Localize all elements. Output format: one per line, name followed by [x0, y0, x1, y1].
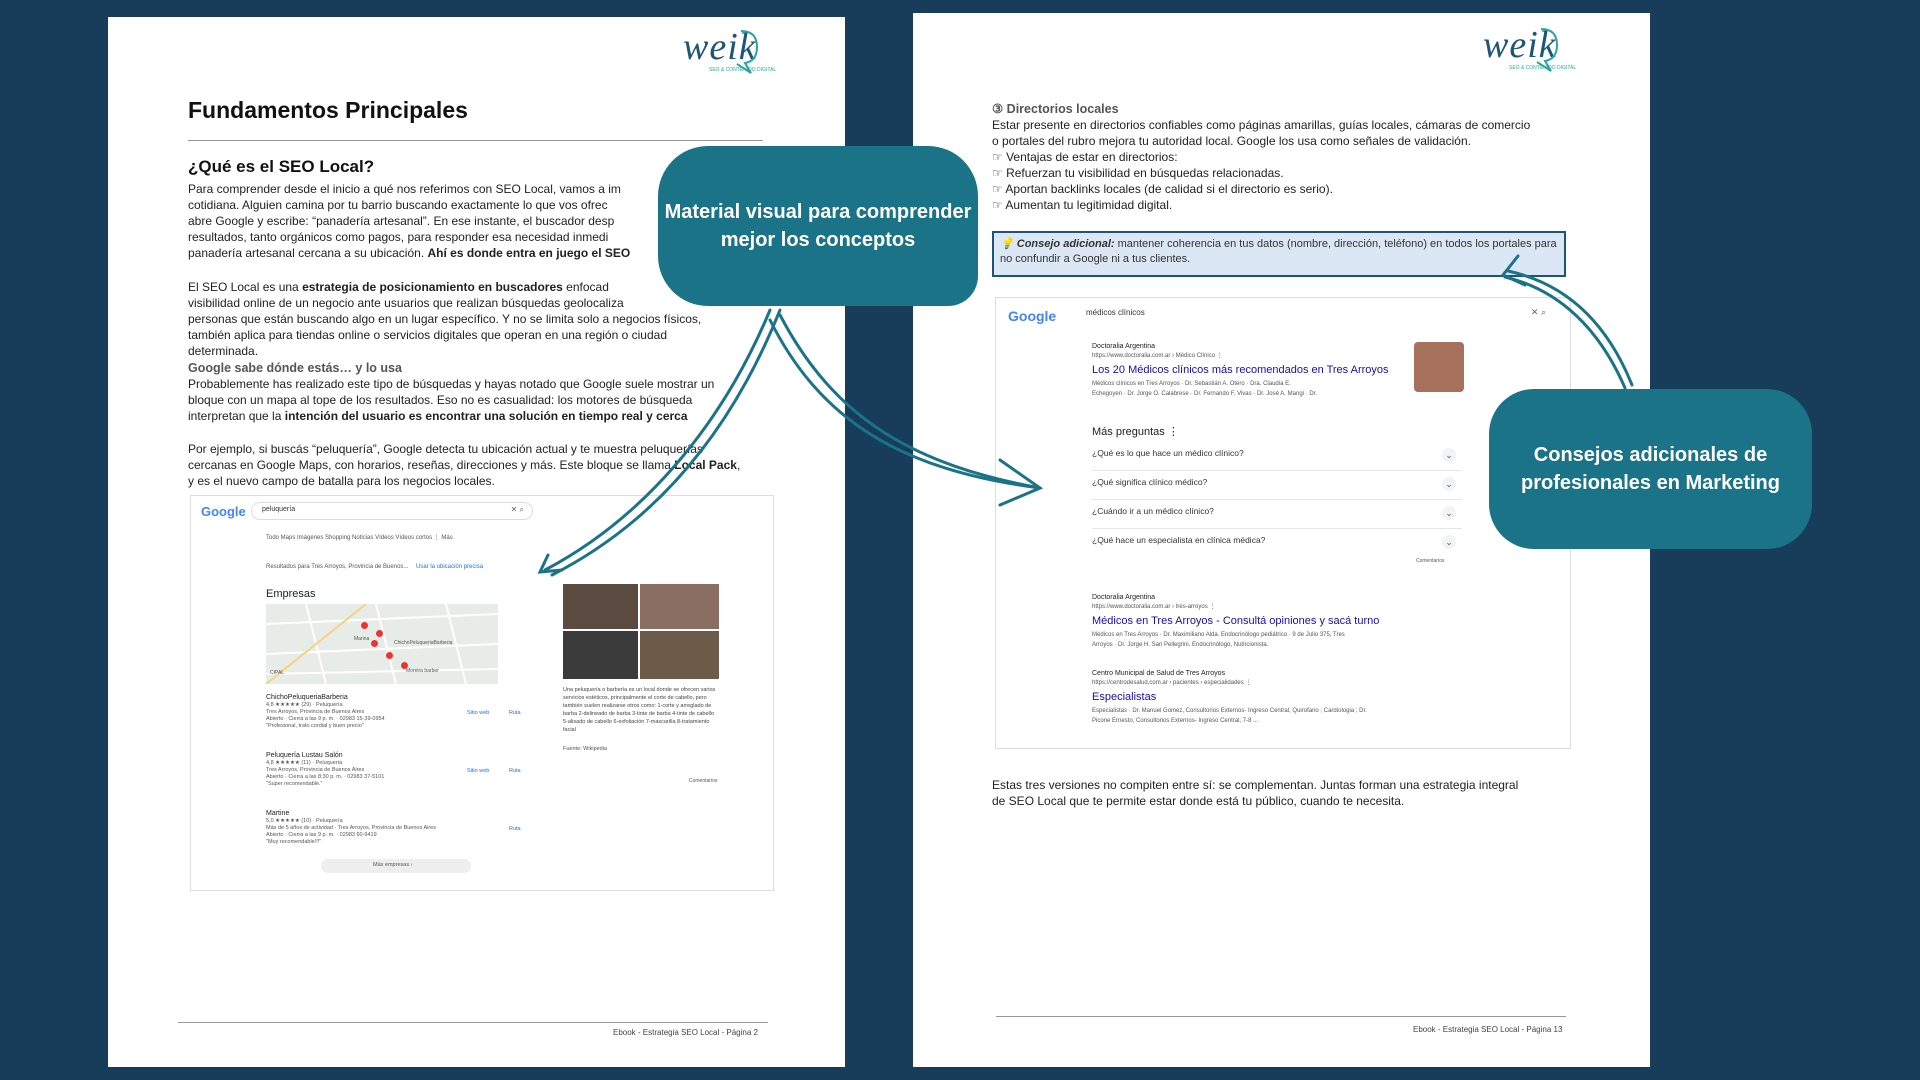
business-address: Tres Arroyos, Provincia de Buenos Aires — [266, 767, 365, 773]
business-review: "Profesional, trato cordial y buen precio" — [266, 723, 364, 729]
result-snippet: Especialistas · Dr. Manuel Gomez, Consultorios Externos- Ingreso Central, Quirofano ; Cardiologia ; Dr. — [1092, 708, 1367, 714]
route-button: Ruta — [509, 826, 521, 832]
tip-text: mantener coherencia en tus datos (nombre, dirección, teléfono) en todos los portales para no confundir a Google ni a tus clientes. — [1000, 238, 1557, 265]
logo-subtitle: SEO & CONTENIDO DIGITAL — [709, 67, 777, 73]
subheading: Google sabe dónde estás… y lo usa — [188, 361, 402, 375]
result-snippet: Arroyos · Dr. Jorge H. San Pellegrini. Endocrinólogo, Nutricionista. — [1092, 642, 1269, 648]
search-query: peluquería — [262, 506, 296, 513]
question-item[interactable]: ¿Qué es lo que hace un médico clínico? — [1092, 448, 1244, 458]
website-button: Sitio web — [467, 710, 490, 716]
definition-paragraph: El SEO Local es una estrategia de posicionamiento en buscadores enfocad visibilidad online de un negocio ante usuarios que realizan búsquedas geolocaliza personas que están buscando algo en un lugar específico. Y no se limita solo a negocios físicos, también aplica para tiendas online o servicios digitales que operan en una región o ciudad determinada. — [188, 280, 702, 358]
comments-link: Comentarios — [1416, 558, 1445, 564]
route-button: Ruta — [509, 710, 521, 716]
more-businesses-label: Más empresas › — [373, 862, 413, 868]
result-snippet: Echegoyen · Dr. Jorge O. Calabrese · Dr. Fernando F. Vivas · Dr. José A. Mangi · Dr. — [1092, 391, 1317, 397]
search-icon: ✕ ⌕ — [1530, 307, 1546, 317]
callout-visual-material: Material visual para comprender mejor los conceptos — [658, 146, 978, 306]
result-url: https://centrodesalud.com.ar › pacientes › especialidades ⋮ — [1092, 680, 1252, 686]
intro-paragraph: Para comprender desde el inicio a qué nos referimos con SEO Local, vamos a im cotidiana. Alguien camina por tu barrio buscando exactamente lo que vos ofrec abre Google y escribe: “panadería artesanal”. En ese instante, el buscador desp resultados, tanto orgánicos como pagos, para responder esa necesidad inmedi panadería artesanal cercana a su ubicación. Ahí es donde entra en juego el SEO — [188, 182, 631, 260]
business-hours: Abierto · Cierra a las 9 p. m. · 02983 15-39-0954 — [266, 716, 385, 722]
result-site: Doctoralia Argentina — [1092, 343, 1156, 350]
people-also-ask-heading: Más preguntas ⋮ — [1092, 426, 1179, 438]
page-footer: Ebook - Estrategia SEO Local - Página 2 — [613, 1028, 758, 1037]
logo-subtitle: SEO & CONTENIDO DIGITAL — [1509, 65, 1577, 71]
local-pack-paragraph: Probablemente has realizado este tipo de búsquedas y hayas notado que Google suele mostrar un bloque con un mapa al tope de los resultados. Eso no es casualidad: los motores de búsqueda interpretan que la intención del usuario es encontrar una solución en tiempo real y cerca — [188, 377, 715, 423]
logo-text: weik — [1483, 24, 1557, 66]
google-logo: Google — [1008, 308, 1057, 324]
directories-list: Estar presente en directorios confiables como páginas amarillas, guías locales, cámaras de comercio o portales del rubro mejora tu autoridad local. Google los usa como señales de validación. ☞ Ventajas de estar en directorios: ☞ Refuerzan tu visibilidad en búsquedas relacionadas. ☞ Aportan backlinks locales (de calidad si el directorio es serio). ☞ Aumentan tu legitimidad digital. — [992, 118, 1531, 212]
google-logo: Google — [201, 504, 246, 519]
page-footer: Ebook - Estrategia SEO Local - Página 13 — [1413, 1025, 1563, 1034]
closing-paragraph: Estas tres versiones no compiten entre sí: se complementan. Juntas forman una estrategia integral de SEO Local que te permite estar donde está tu público, cuando te necesita. — [992, 778, 1519, 808]
search-query: médicos clínicos — [1086, 308, 1145, 317]
question-item[interactable]: ¿Cuándo ir a un médico clínico? — [1092, 506, 1214, 516]
result-snippet: Médicos en Tres Arroyos · Dr. Maximiliano Alda. Endocrinólogo pediátrico · 9 de Julio 375, Tres — [1092, 632, 1345, 638]
businesses-heading: Empresas — [266, 588, 316, 600]
business-hours: Abierto · Cierra a las 9 p. m. · 02983 60-9419 — [266, 832, 377, 838]
example-paragraph: Por ejemplo, si buscás “peluquería”, Google detecta tu ubicación actual y te muestra peluquerías cercanas en Google Maps, con horarios, reseñas, direcciones y más. Este bloque se llama Local Pack, y es el nuevo campo de batalla para los negocios locales. — [188, 442, 741, 488]
directories-heading: ③ Directorios locales — [992, 102, 1119, 116]
map-label: Marina — [354, 636, 370, 642]
business-rating: 5,0 ★★★★★ (10) · Peluquería — [266, 818, 343, 824]
business-address: Más de 5 años de actividad · Tres Arroyos, Provincia de Buenos Aires — [266, 825, 436, 831]
business-name: Martine — [266, 810, 290, 817]
business-review: "Muy recomendable!!!" — [266, 839, 322, 845]
route-button: Ruta — [509, 768, 521, 774]
result-snippet: Médicos clínicos en Tres Arroyos · Dr. Sebastián A. Otero · Dra. Claudia E. — [1092, 381, 1291, 387]
result-title-link[interactable]: Los 20 Médicos clínicos más recomendados en Tres Arroyos — [1092, 364, 1389, 376]
tip-label: 💡 Consejo adicional: — [1000, 238, 1115, 250]
result-url: https://www.doctoralia.com.ar › tres-arroyos ⋮ — [1092, 604, 1216, 610]
business-hours: Abierto · Cierra a las 8:30 p. m. · 02983 37-5101 — [266, 774, 385, 780]
logo-text: weik — [683, 26, 757, 68]
search-tabs: Todo Maps Imágenes Shopping Noticias Vídeos Vídeos cortos ⋮ Más — [266, 535, 453, 541]
business-rating: 4,8 ★★★★★ (29) · Peluquería — [266, 702, 343, 708]
question-item[interactable]: ¿Qué hace un especialista en clínica médica? — [1092, 535, 1266, 545]
comments-link: Comentarios — [689, 778, 718, 784]
chevron-down-icon[interactable]: ⌄ — [1442, 506, 1456, 520]
business-name: ChichoPeluqueriaBarberia — [266, 694, 348, 701]
page-title: Fundamentos Principales — [188, 97, 468, 123]
business-address: Tres Arroyos, Provincia de Buenos Aires — [266, 709, 365, 715]
business-rating: 4,8 ★★★★★ (11) · Peluquería — [266, 760, 343, 766]
map-label: ChichoPeluqueriaBarberia — [394, 640, 453, 646]
result-site: Doctoralia Argentina — [1092, 594, 1156, 601]
result-site: Centro Municipal de Salud de Tres Arroyos — [1092, 670, 1226, 677]
result-url: https://www.doctoralia.com.ar › Médico Clínico ⋮ — [1092, 353, 1223, 359]
section-title: ¿Qué es el SEO Local? — [188, 157, 375, 176]
question-item[interactable]: ¿Qué significa clínico médico? — [1092, 477, 1208, 487]
chevron-down-icon[interactable]: ⌄ — [1442, 448, 1456, 462]
map-label: Moreira barber — [406, 668, 439, 674]
map-label: CIPAL — [270, 670, 285, 676]
wiki-source: Fuente: Wikipedia — [563, 746, 608, 752]
result-title-link[interactable]: Médicos en Tres Arroyos - Consultá opiniones y sacá turno — [1092, 615, 1380, 627]
results-location: Resultados para Tres Arroyos, Provincia de Buenos... — [266, 564, 409, 570]
chevron-down-icon[interactable]: ⌄ — [1442, 477, 1456, 491]
result-snippet: Picone Ernesto, Consultorios Externos- Ingreso Central, 7-8 ... — [1092, 718, 1259, 724]
use-location-link: Usar la ubicación precisa — [416, 564, 484, 570]
business-review: "Super recomendable." — [266, 781, 323, 787]
wiki-description: Una peluquería o barbería es un local donde se ofrecen varios servicios estéticos, principalmente el corte de cabello, pero también suelen realizarse otros como: 1-corte y arreglado de barba 2-delineado de barba 3-tinte de barba 4-tinte de cabello 5-alisado de cabello 6-exfoliación 7-mascarilla 8-tratamiento facial — [563, 687, 716, 733]
search-icon: ✕ ⌕ — [510, 505, 524, 514]
business-name: Peluquería Lustau Salón — [266, 752, 343, 759]
chevron-down-icon[interactable]: ⌄ — [1442, 535, 1456, 549]
result-title-link[interactable]: Especialistas — [1092, 691, 1157, 703]
website-button: Sitio web — [467, 768, 490, 774]
callout-marketing-tips: Consejos adicionales de profesionales en Marketing — [1489, 389, 1812, 549]
